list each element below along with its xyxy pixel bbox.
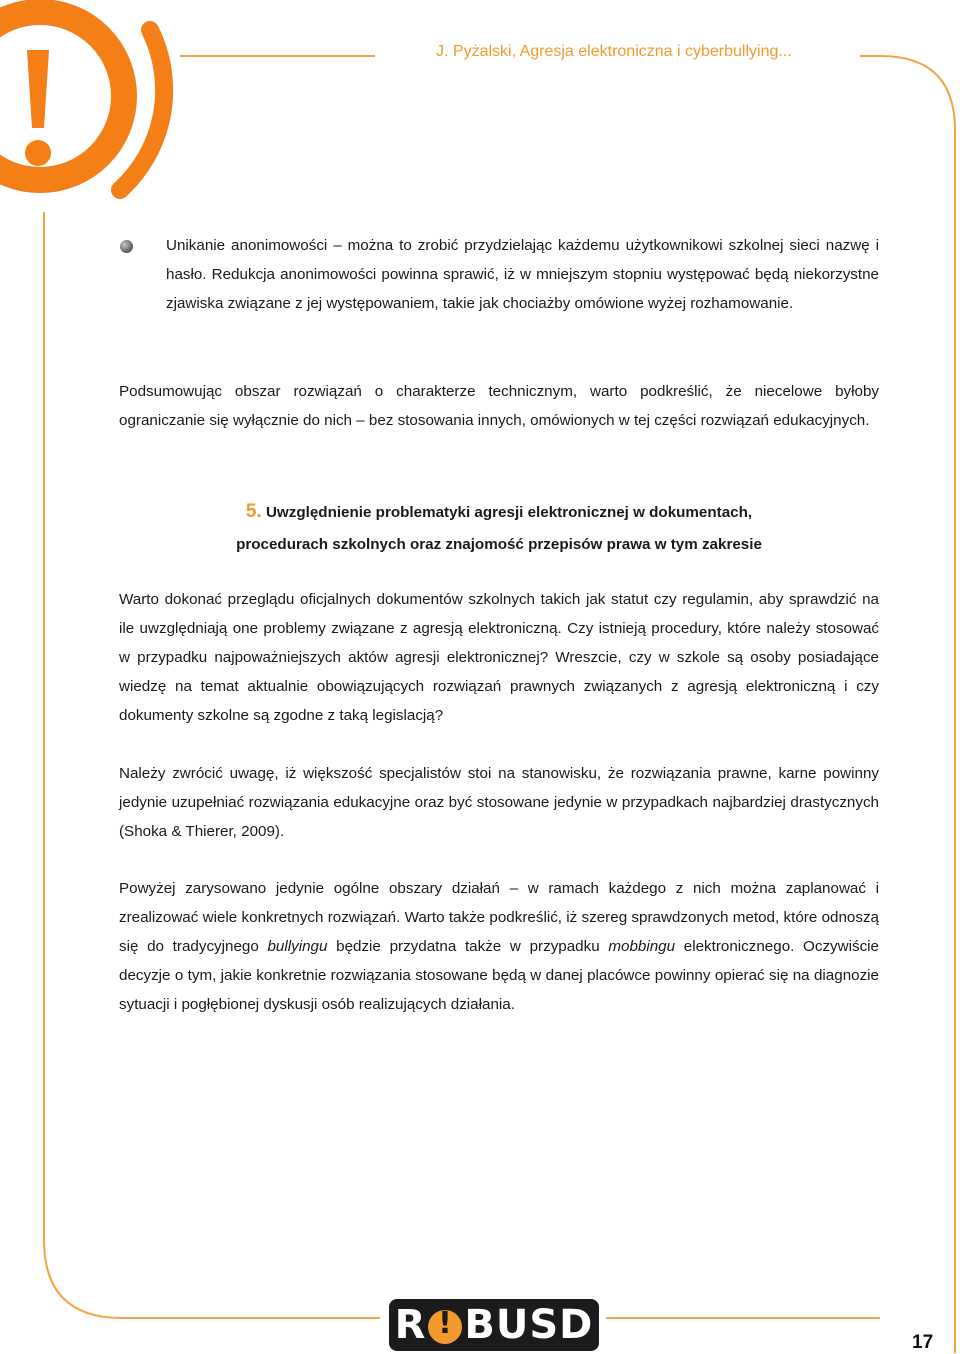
page-number: 17 — [912, 1332, 934, 1353]
conclusion-bullyingu: bullyingu — [267, 938, 328, 955]
conclusion-part-b: będzie przydatna także w przypadku — [327, 938, 609, 955]
bullet-icon — [120, 240, 133, 253]
robusd-logo — [389, 1299, 599, 1351]
summary-paragraph: Podsumowując obszar rozwiązań o charakterze technicznym, warto podkreślić, że niecelowe byłoby ograniczanie się wyłącznie do nich – bez stosowania innych, omówionych w tej części rozwiązań edukacyjnych. — [119, 383, 879, 429]
bullet-item-text: Unikanie anonimowości – można to zrobić przydzielając każdemu użytkownikowi szkolnej sieci nazwę i hasło. Redukcja anonimowości powinna sprawić, iż w mniejszym stopniu występować będą niekorzystne zjawiska związane z jej występowaniem, takie jak chociażby omówione wyżej rozhamowanie. — [166, 237, 879, 312]
section-title-line2: procedurach szkolnych oraz znajomość przepisów prawa w tym zakresie — [236, 536, 762, 553]
section-number: 5. — [245, 501, 262, 522]
logo-exclamation-icon — [428, 1310, 462, 1344]
logo-letter-r: R — [394, 1302, 427, 1348]
documents-paragraph: Warto dokonać przeglądu oficjalnych dokumentów szkolnych takich jak statut czy regulamin, aby sprawdzić na ile uwzględniają one problemy związane z agresją elektroniczną. Czy istnieją procedury, które należy stosować w przypadku najpoważniejszych aktów agresji elektronicznej? Wreszcie, czy w szkole są osoby posiadające wiedzę na temat aktualnie obowiązujących rozwiązań prawnych związanych z agresją elektroniczną i czy dokumenty szkolne są zgodne z taką legislacją? — [119, 591, 879, 724]
header-title: J. Pyżalski, Agresja elektroniczna i cyberbullying... — [436, 43, 792, 60]
conclusion-part-c: elektronicznego. Oczywiście decyzje o tym, jakie konkretnie rozwiązania stosowane będą w danej placówce powinny opierać się na diagnozie sytuacji i pogłębionej dyskusji osób realizujących działania. — [119, 938, 879, 1013]
legal-paragraph: Należy zwrócić uwagę, iż większość specjalistów stoi na stanowisku, że rozwiązania prawne, karne powinny jedynie uzupełniać rozwiązania edukacyjne oraz być stosowane jedynie w przypadkach najbardziej drastycznych (Shoka & Thierer, 2009). — [119, 765, 879, 840]
section-heading — [119, 496, 879, 561]
conclusion-mobbingu: mobbingu — [608, 938, 676, 955]
section-title-line1: Uwzględnienie problematyki agresji elektronicznej w dokumentach, — [265, 504, 753, 521]
conclusion-paragraph — [119, 874, 879, 1019]
logo-letters-busd: BUSD — [464, 1302, 594, 1348]
conclusion-part-a: Powyżej zarysowano jedynie ogólne obszary działań – w ramach każdego z nich można zaplanować i zrealizować wiele konkretnych rozwiązań. Warto także podkreślić, iż szereg sprawdzonych metod, które odnoszą się do tradycyjnego — [119, 880, 879, 955]
